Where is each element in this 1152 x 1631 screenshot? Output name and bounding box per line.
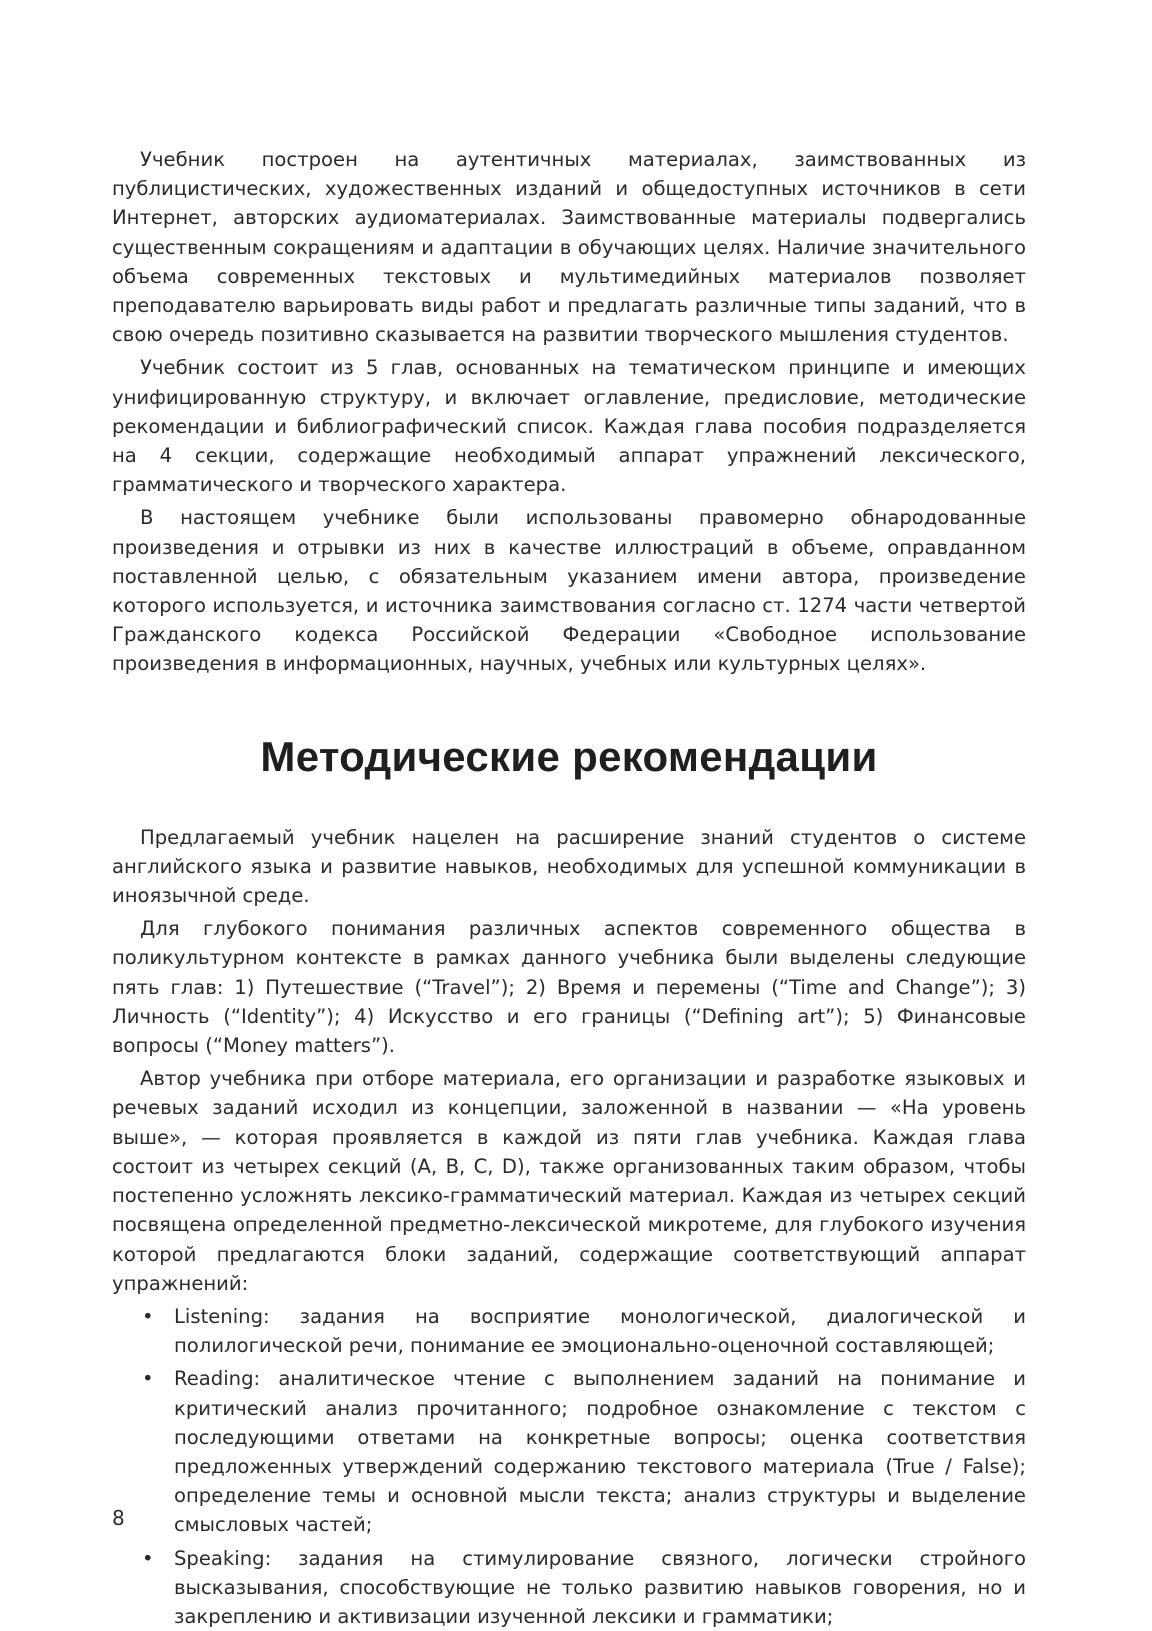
section-paragraph-3: Автор учебника при отборе материала, его организации и разработке языковых и речевых заданий исходил из концепции, заложенной в названии — «На уровень выше», — которая проявляется в каждой из пяти глав учебника. Каждая глава состоит из четырех секций (A, B, C, D), также организованных таким образом, чтобы постепенно усложнять лексико-грамматический материал. Каждая из четырех секций посвящена определенной предметно-лексической микротеме, для глубокого изучения которой предлагаются блоки заданий, содержащие соответствующий аппарат упражнений: [112,1067,1026,1295]
section-heading: Методические рекомендации [260,732,878,780]
intro-paragraph-1: Учебник построен на аутентичных материалах, заимствованных из публицистических, художественных изданий и общедоступных источников в сети Интернет, авторских аудиоматериалах. Заимствованные материалы подвергались существенным сокращениям и адаптации в обучающих целях. Наличие значительного объема современных текстовых и мультимедийных материалов позволяет преподавателю варьировать виды работ и предлагать различные типы заданий, что в свою очередь позитивно сказывается на развитии творческого мышления студентов. [112,148,1026,347]
section-paragraph-2: Для глубокого понимания различных аспектов современного общества в поликультурном контексте в рамках данного учебника были выделены следующие пять глав: 1) Путешествие (“Travel”); 2) Время и перемены (“Time and Change”); 3) Личность (“Identity”); 4) Искусство и его границы (“Defining art”); 5) Финансовые вопросы (“Money matters”). [112,917,1026,1058]
intro-paragraph-3: В настоящем учебнике были использованы правомерно обнародованные произведения и отрывки из них в качестве иллюстраций в объеме, оправданном поставленной целью, с обязательным указанием имени автора, произведение которого используется, и источника заимствования согласно ст. 1274 части четвертой Гражданского кодекса Российской Федерации «Свободное использование произведения в информационных, научных, учебных или культурных целях». [112,506,1026,676]
bullet-icon: • [142,1546,154,1570]
list-item-reading [112,1364,1026,1539]
bullet-icon: • [142,1367,154,1391]
section-paragraph-1: Предлагаемый учебник нацелен на расширение знаний студентов о системе английского языка и развитие навыков, необходимых для успешной коммуникации в иноязычной среде. [112,825,1026,908]
list-item-listening [112,1302,1026,1360]
list-item-text: Reading: аналитическое чтение с выполнением заданий на понимание и критический анализ прочитанного; подробное ознакомление с текстом с последующими ответами на конкретные вопросы; оценка соответствия предложенных утверждений содержанию текстового материала (True / False); определение темы и основной мысли текста; анализ структуры и выделение смысловых частей; [174,1367,1026,1537]
page-number: 8 [112,1506,125,1530]
page-content [112,145,1026,1631]
exercise-list [112,1302,1026,1631]
list-item-text: Listening: задания на восприятие монологической, диалогической и полилогической речи, понимание ее эмоционально-оценочной составляющей; [174,1304,1026,1358]
bullet-icon: • [142,1304,154,1328]
list-item-text: Speaking: задания на стимулирование связного, логически стройного высказывания, способствующие не только развитию навыков говорения, но и закреплению и активизации изученной лексики и грамматики; [174,1546,1026,1628]
list-item-speaking [112,1544,1026,1631]
intro-paragraph-2: Учебник состоит из 5 глав, основанных на тематическом принципе и имеющих унифицированную структуру, и включает оглавление, предисловие, методические рекомендации и библиографический список. Каждая глава пособия подразделяется на 4 секции, содержащие необходимый аппарат упражнений лексического, грамматического и творческого характера. [112,356,1026,497]
